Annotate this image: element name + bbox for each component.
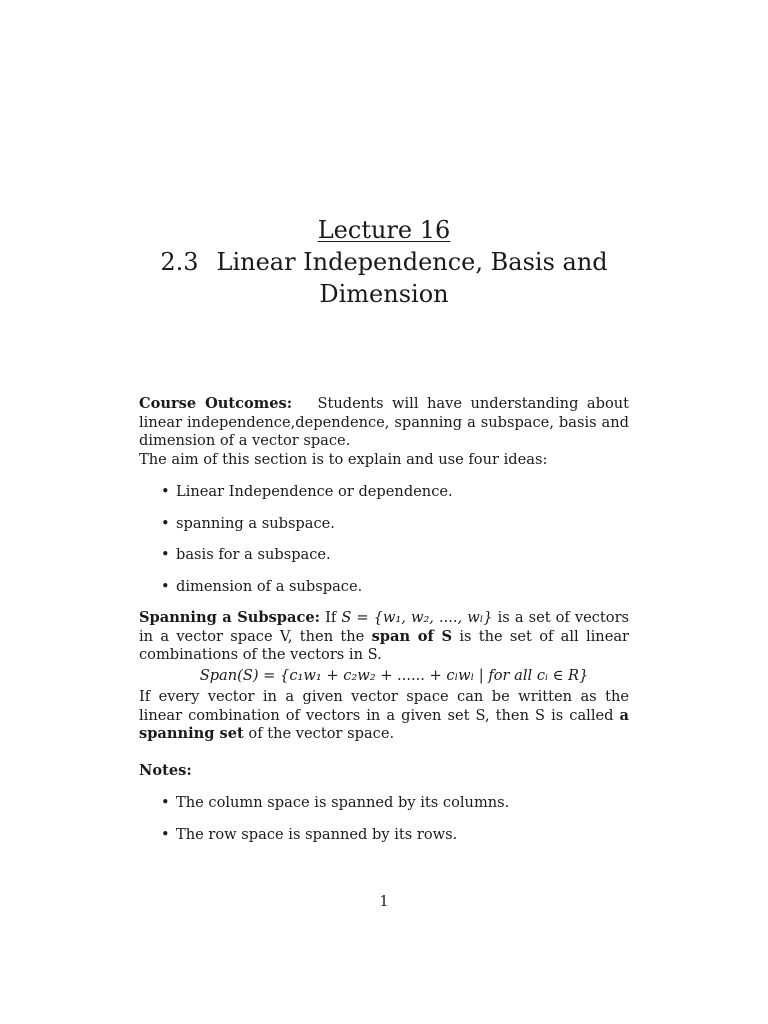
spanning-set-text-2: of the vector space.	[248, 725, 395, 742]
span-of-s-term: span of S	[371, 627, 453, 645]
section-title-line2: Dimension	[319, 280, 449, 308]
set-definition: S = {w₁, w₂, ...., wₗ}	[341, 609, 493, 626]
bullet-icon: •	[161, 483, 170, 500]
section-heading	[0, 246, 768, 278]
course-outcomes-paragraph	[139, 395, 629, 451]
body-content	[139, 395, 629, 857]
page-number: 1	[379, 893, 389, 910]
list-item-text: spanning a subspace.	[176, 514, 335, 532]
bullet-icon: •	[161, 514, 170, 532]
list-item	[139, 578, 629, 597]
list-item-text: Linear Independence or dependence.	[176, 483, 453, 500]
lecture-title: Lecture 16	[317, 216, 451, 244]
section-title-line1: Linear Independence, Basis and	[216, 248, 608, 276]
list-item-text: dimension of a subspace.	[176, 577, 363, 595]
title-block	[0, 214, 768, 310]
list-item-text: The row space is spanned by its rows.	[176, 825, 458, 843]
spanning-set-paragraph	[139, 688, 629, 744]
bullet-icon: •	[161, 825, 170, 843]
list-item	[139, 546, 629, 565]
spanning-text-2: is the set of all linear combinations of the vectors in S.	[139, 627, 630, 663]
course-outcomes-label: Course Outcomes:	[139, 395, 293, 412]
notes-list	[139, 794, 629, 844]
bullet-icon: •	[161, 546, 170, 563]
spanning-set-term: a spanning set	[139, 706, 629, 742]
list-item-text: basis for a subspace.	[176, 546, 331, 563]
section-number: 2.3	[160, 248, 199, 276]
list-item	[139, 483, 629, 502]
spanning-if: If	[325, 609, 337, 626]
bullet-icon: •	[161, 794, 170, 811]
spanning-label: Spanning a Subspace:	[139, 609, 321, 626]
course-outcomes-text: Students will have understanding about linear independence,dependence, spanning a subspace, basis and dimension of a vector space.	[139, 395, 629, 449]
bullet-icon: •	[161, 577, 170, 595]
list-item	[139, 794, 629, 813]
notes-heading: Notes:	[139, 761, 192, 779]
spanning-set-text-1: If every vector in a given vector space can be written as the linear combination of vectors in a given set S, then S is called	[139, 688, 629, 724]
list-item-text: The column space is spanned by its columns.	[176, 794, 510, 811]
ideas-list	[139, 483, 629, 596]
spanning-paragraph	[139, 609, 629, 665]
span-formula: Span(S) = {c₁w₁ + c₂w₂ + ...... + cₗwₗ | for all cᵢ ∈ R}	[199, 666, 589, 684]
aim-paragraph: The aim of this section is to explain and use four ideas:	[139, 450, 548, 468]
list-item	[139, 515, 629, 534]
list-item	[139, 826, 629, 845]
spanning-text-1: is a set of vectors in a vector space V, then the	[139, 609, 630, 645]
